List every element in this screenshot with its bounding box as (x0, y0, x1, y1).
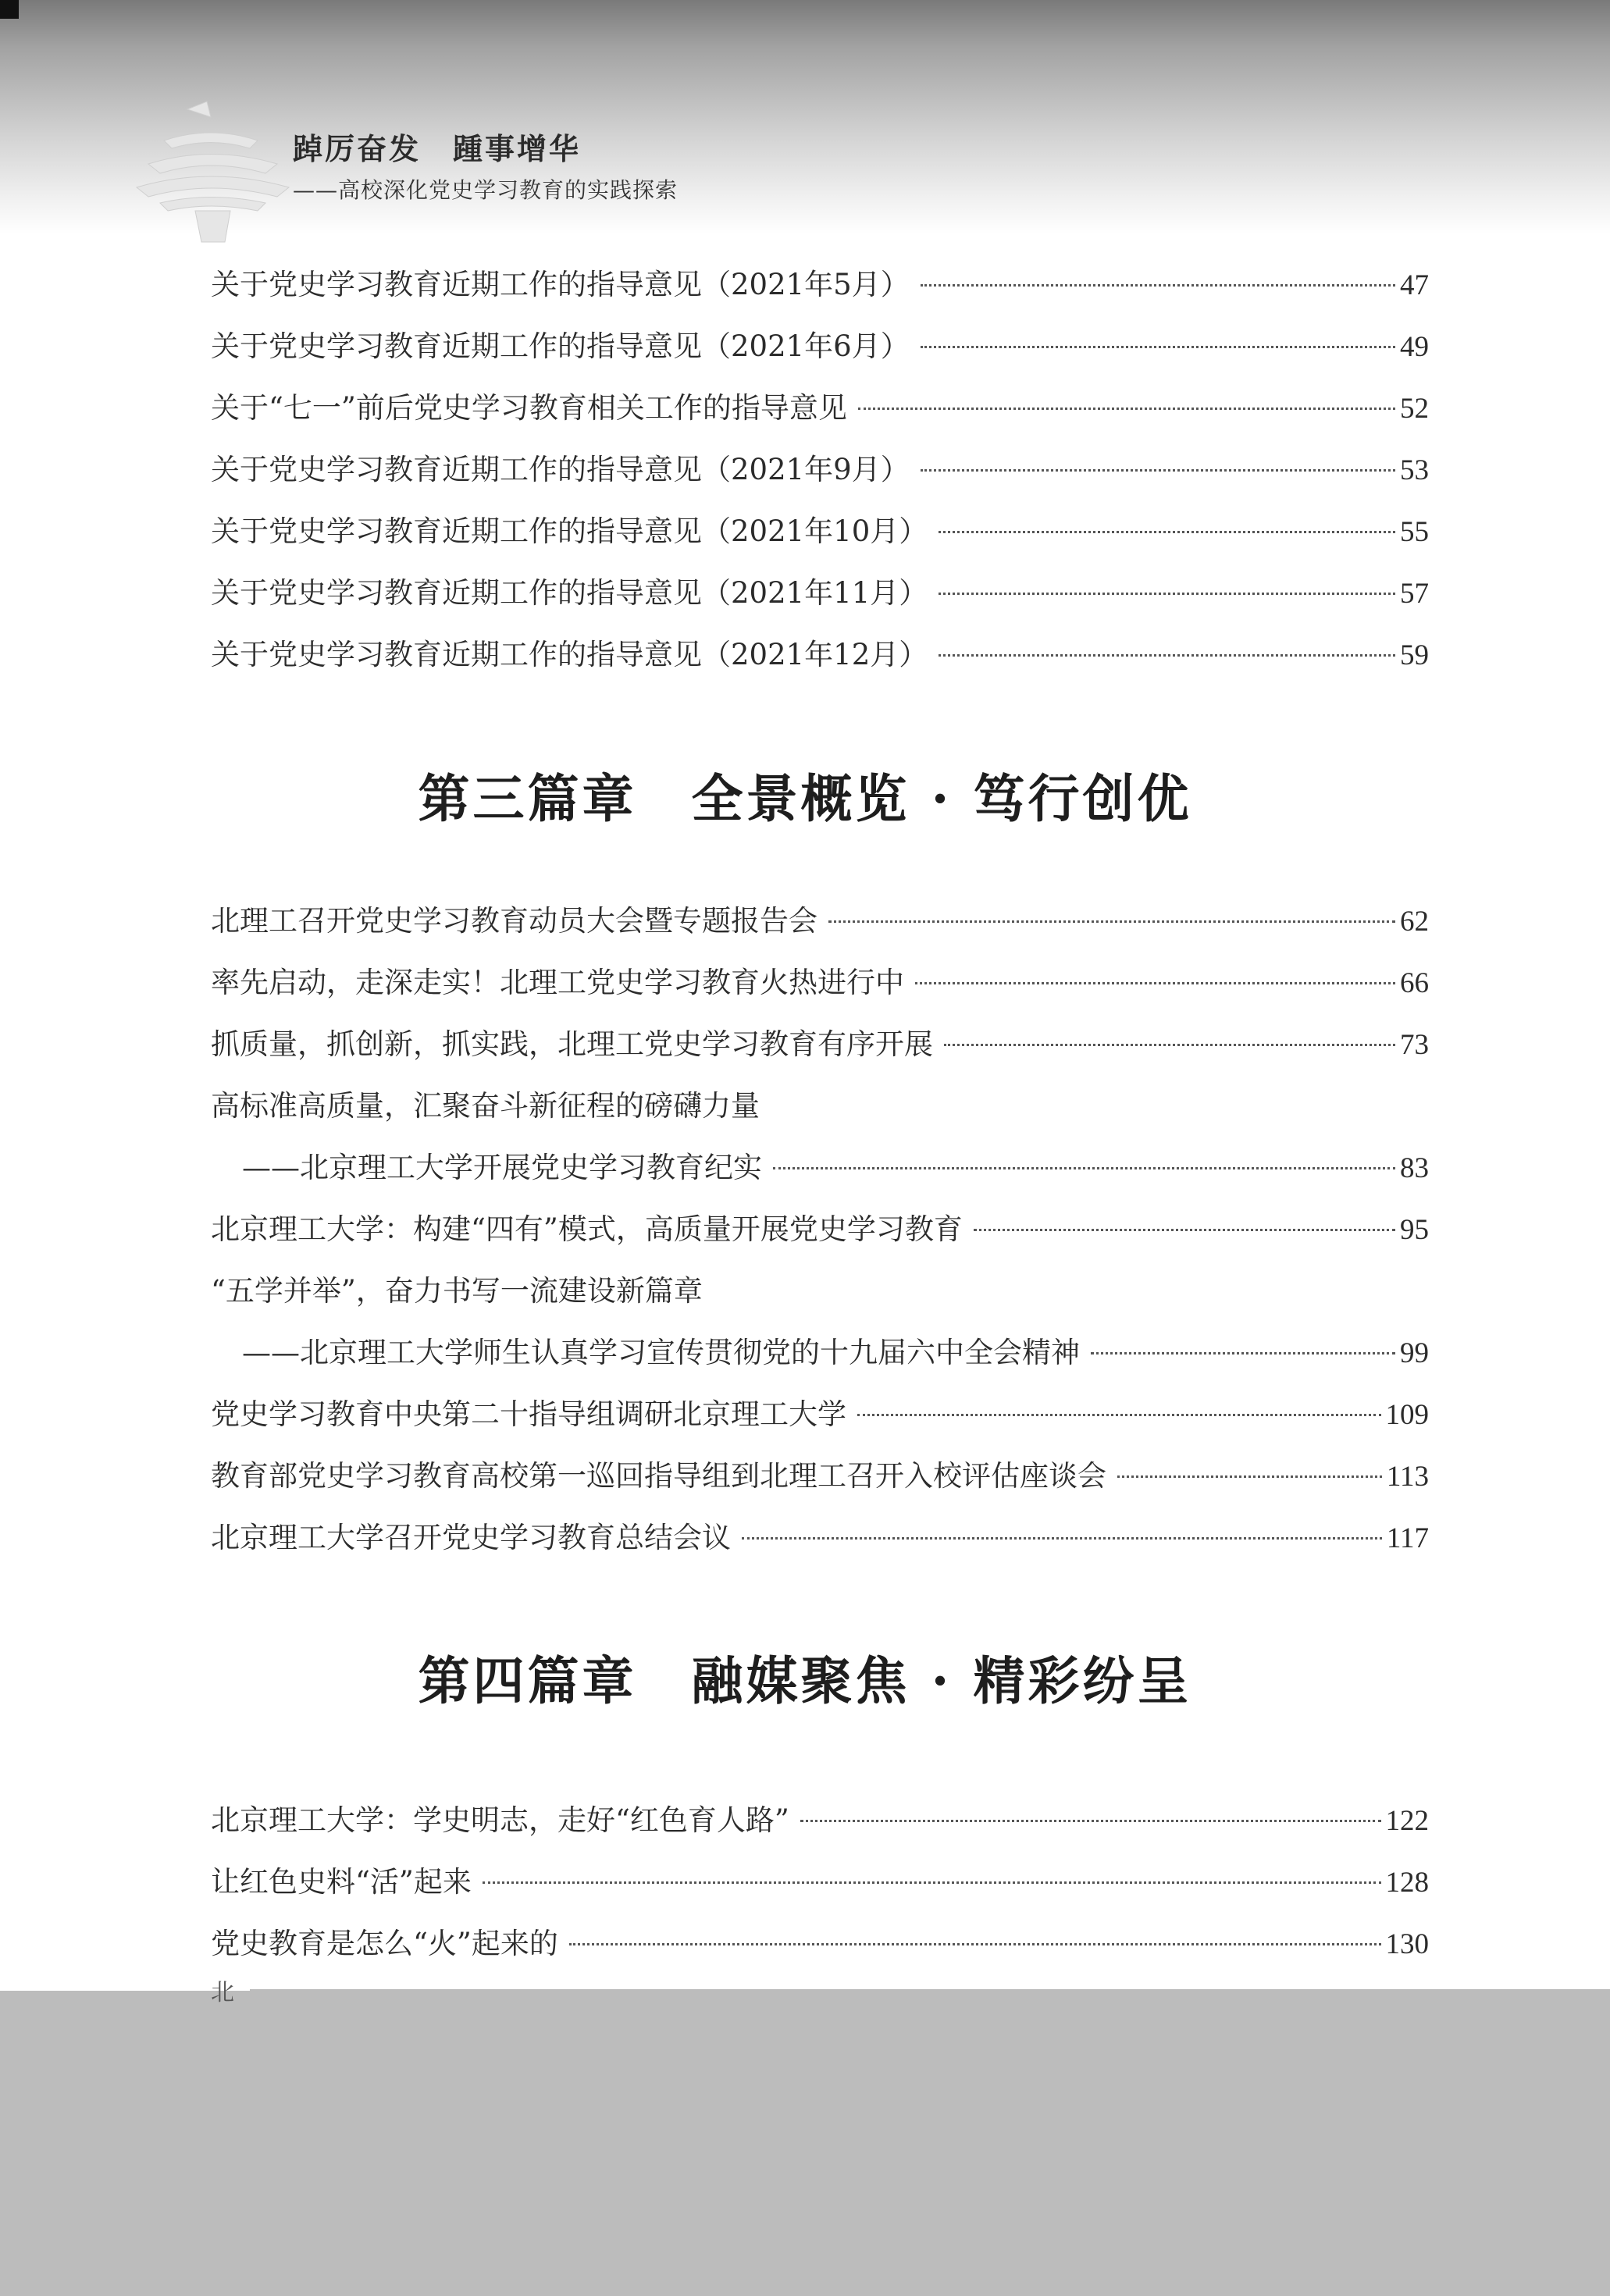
toc-entry-page: 83 (1400, 1152, 1429, 1184)
toc-entry[interactable] (211, 1383, 1429, 1445)
toc-entry-title: 北理工召开党史学习教育动员大会暨专题报告会 (211, 904, 817, 938)
toc-entry-page: 66 (1400, 967, 1429, 999)
toc-entry-title: 北京理工大学：学史明志，走好“红色育人路” (211, 1803, 789, 1837)
toc-entry[interactable] (211, 1851, 1429, 1913)
dot-leader (857, 1414, 1381, 1416)
toc-entry[interactable] (211, 1198, 1429, 1260)
dot-leader (939, 531, 1395, 533)
toc-entry[interactable] (211, 890, 1429, 952)
dot-leader (569, 1943, 1381, 1945)
toc-entry-page: 130 (1385, 1928, 1429, 1960)
book-emblem-icon (133, 94, 289, 242)
toc-entry-page: 55 (1400, 516, 1429, 548)
toc-entry-title: 北京理工大学召开党史学习教育总结会议 (211, 1521, 731, 1554)
dot-leader (974, 1229, 1395, 1231)
toc-entry[interactable] (211, 1260, 1429, 1322)
toc-entry[interactable] (211, 1075, 1429, 1137)
dot-leader (921, 346, 1395, 348)
dot-leader (1091, 1352, 1395, 1354)
dot-leader (915, 982, 1395, 984)
toc-entry[interactable] (211, 1789, 1429, 1851)
toc-entry-title: 关于党史学习教育近期工作的指导意见（2021年12月） (211, 638, 928, 671)
toc-entry[interactable] (211, 562, 1429, 624)
toc-entry-title: 关于党史学习教育近期工作的指导意见（2021年11月） (211, 576, 928, 610)
dot-leader (939, 654, 1395, 657)
toc-entry-page: 128 (1385, 1867, 1429, 1899)
toc-entry-page: 62 (1400, 906, 1429, 938)
dot-leader (773, 1167, 1395, 1169)
toc-entry-page: 52 (1400, 393, 1429, 425)
dot-leader (939, 593, 1395, 595)
toc-entry-subtitle[interactable] (211, 1137, 1429, 1198)
series-title: 踔厉奋发 踵事增华 (293, 131, 582, 166)
toc-entry-page: 95 (1400, 1214, 1429, 1246)
dot-leader (483, 1881, 1381, 1884)
toc-entry[interactable] (211, 377, 1429, 439)
series-subtitle: ——高校深化党史学习教育的实践探索 (293, 177, 679, 203)
dot-leader (800, 1820, 1381, 1822)
toc-entry-title: 关于党史学习教育近期工作的指导意见（2021年6月） (211, 329, 910, 363)
toc-entry[interactable] (211, 315, 1429, 377)
toc-entry-page: 73 (1400, 1029, 1429, 1061)
toc-entry[interactable] (211, 500, 1429, 562)
toc-entry-title: “五学并举”，奋力书写一流建设新篇章 (211, 1274, 703, 1308)
dot-leader (858, 408, 1395, 410)
toc-entry[interactable] (211, 624, 1429, 685)
toc-entry-page: 122 (1385, 1805, 1429, 1837)
scan-footer-band (0, 1989, 1610, 2296)
cut-off-entry-fragment (211, 1981, 258, 1991)
toc-entry[interactable] (211, 1445, 1429, 1507)
toc-entry-title: 高标准高质量，汇聚奋斗新征程的磅礴力量 (211, 1089, 760, 1123)
dot-leader (944, 1044, 1395, 1046)
dot-leader (1117, 1475, 1382, 1478)
toc-entry-title: 关于党史学习教育近期工作的指导意见（2021年5月） (211, 268, 910, 301)
toc-entry-page: 99 (1400, 1337, 1429, 1369)
dot-leader (828, 920, 1395, 923)
toc-entry-title: 关于党史学习教育近期工作的指导意见（2021年10月） (211, 514, 928, 548)
toc-entry-title: ——北京理工大学师生认真学习宣传贯彻党的十九届六中全会精神 (242, 1336, 1080, 1369)
toc-entry-page: 47 (1400, 269, 1429, 301)
toc-entry-title: ——北京理工大学开展党史学习教育纪实 (242, 1151, 762, 1184)
chapter-heading-4: 第四篇章 融媒聚焦 · 精彩纷呈 (418, 1650, 1192, 1711)
toc-entry-title: 教育部党史学习教育高校第一巡回指导组到北理工召开入校评估座谈会 (211, 1459, 1106, 1493)
toc-entry-title: 率先启动，走深走实！北理工党史学习教育火热进行中 (211, 966, 904, 999)
corner-crop-mark (0, 0, 19, 19)
dot-leader (921, 284, 1395, 287)
toc-entry-title: 北京理工大学：构建“四有”模式，高质量开展党史学习教育 (211, 1212, 963, 1246)
toc-entry[interactable] (211, 439, 1429, 500)
toc-entry-page: 57 (1400, 578, 1429, 610)
toc-entry-page: 49 (1400, 331, 1429, 363)
toc-entry-title: 抓质量，抓创新，抓实践，北理工党史学习教育有序开展 (211, 1027, 933, 1061)
chapter-heading-3: 第三篇章 全景概览 · 笃行创优 (418, 768, 1192, 829)
toc-entry[interactable] (211, 254, 1429, 315)
toc-entry-title: 关于党史学习教育近期工作的指导意见（2021年9月） (211, 453, 910, 486)
toc-entry-page: 113 (1386, 1461, 1429, 1493)
toc-entry[interactable] (211, 952, 1429, 1013)
toc-entry[interactable] (211, 1913, 1429, 1974)
toc-entry-title: 关于“七一”前后党史学习教育相关工作的指导意见 (211, 391, 847, 425)
toc-entry[interactable] (211, 1013, 1429, 1075)
toc-entry[interactable] (211, 1507, 1429, 1568)
toc-entry-title: 党史学习教育中央第二十指导组调研北京理工大学 (211, 1397, 846, 1431)
toc-entry-page: 117 (1386, 1522, 1429, 1554)
toc-entry-page: 59 (1400, 639, 1429, 671)
dot-leader (921, 469, 1395, 472)
toc-entry-page: 109 (1385, 1399, 1429, 1431)
toc-list-part2 (211, 254, 1429, 685)
toc-entry-title: 党史教育是怎么“火”起来的 (211, 1927, 558, 1960)
toc-entry-title: 让红色史料“活”起来 (211, 1865, 472, 1899)
toc-entry-subtitle[interactable] (211, 1322, 1429, 1383)
toc-list-part4 (211, 1789, 1429, 1974)
toc-list-part3 (211, 890, 1429, 1568)
toc-entry-page: 53 (1400, 454, 1429, 486)
dot-leader (742, 1537, 1382, 1540)
